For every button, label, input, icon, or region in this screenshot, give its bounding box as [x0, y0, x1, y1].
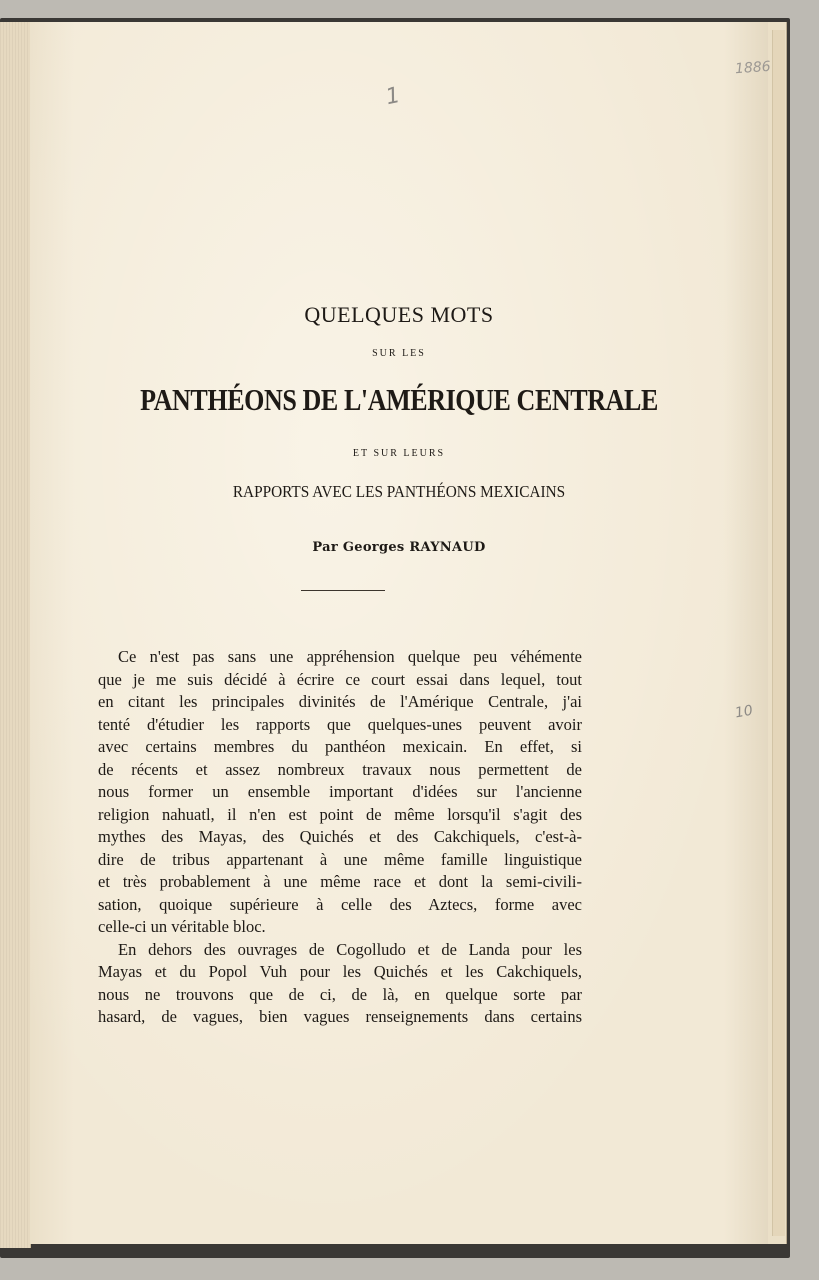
text-line: nous former un ensemble important d'idées sur l'ancienne — [98, 782, 582, 801]
text-line: En dehors des ouvrages de Cogolludo et de Landa pour les — [118, 939, 582, 959]
text-line: que je me suis décidé à écrire ce court essai dans lequel, tout — [98, 669, 582, 689]
section-divider — [301, 590, 385, 591]
text-line: mythes des Mayas, des Quichés et des Cakchiquels, c'est-à- — [98, 827, 582, 846]
text-line: dire de tribus appartenant à une même famille linguistique — [98, 849, 582, 869]
title-line-2: SUR LES — [372, 348, 426, 359]
text-line: Mayas et du Popol Vuh pour les Quichés et les Cakchiquels, — [98, 962, 582, 981]
text-line: religion nahuatl, il n'en est point de même lorsqu'il s'agit des — [98, 804, 582, 824]
text-line: avec certains membres du panthéon mexicain. En effet, si — [98, 737, 582, 756]
text-line: Ce n'est pas sans une appréhension quelque peu véhémente — [118, 647, 582, 666]
text-line: hasard, de vagues, bien vagues renseignements dans certains — [98, 1007, 582, 1026]
subtitle: RAPPORTS AVEC LES PANTHÉONS MEXICAINS — [232, 482, 566, 501]
text-line: nous ne trouvons que de ci, de là, en quelque sorte par — [98, 984, 582, 1004]
text-line: en citant les principales divinités de l'Amérique Centrale, j'ai — [98, 692, 582, 711]
main-title: PANTHÉONS DE L'AMÉRIQUE CENTRALE — [140, 382, 658, 417]
text-line: celle-ci un véritable bloc. — [98, 917, 266, 936]
title-line-4: ET SUR LEURS — [352, 448, 446, 459]
back-cover-strip — [0, 22, 31, 1248]
text-line: tenté d'étudier les rapports que quelques-unes peuvent avoir — [98, 714, 582, 734]
page-edges-inner — [772, 30, 785, 1236]
title-line-1: QUELQUES MOTS — [304, 302, 494, 327]
document-page — [30, 22, 772, 1244]
pencil-page-number: 1 — [383, 82, 403, 111]
author-line — [30, 540, 768, 555]
text-line: de récents et assez nombreux travaux nous permettent de — [98, 759, 582, 779]
author-prefix: Par Georges — [312, 540, 405, 555]
pencil-year-note: 1886 — [734, 58, 772, 78]
author-name: RAYNAUD — [409, 540, 486, 555]
body-text — [98, 646, 582, 1029]
text-line: et très probablement à une même race et dont la semi-civili- — [98, 872, 582, 891]
text-line: sation, quoique supérieure à celle des Aztecs, forme avec — [98, 894, 582, 914]
pencil-margin-mark: 10 — [733, 702, 755, 722]
